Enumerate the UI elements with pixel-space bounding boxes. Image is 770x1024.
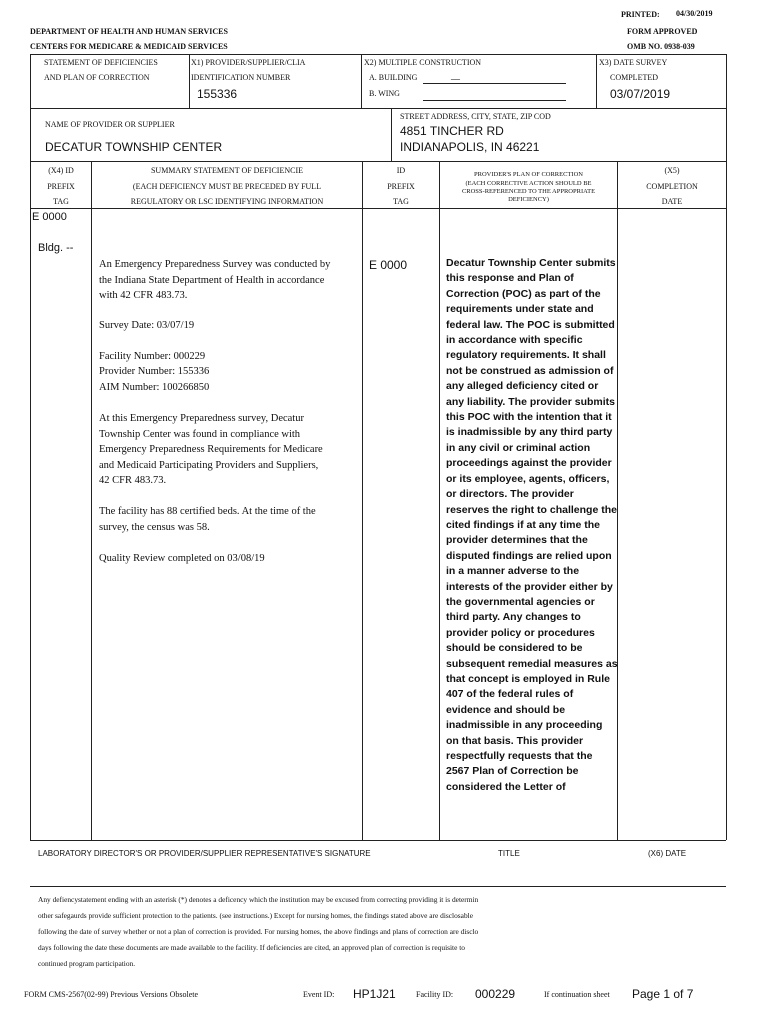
printed-date: 04/30/2019 <box>676 9 713 18</box>
x5-label: (X5) <box>664 166 680 175</box>
wing-line <box>423 100 566 101</box>
rule-top <box>30 54 726 55</box>
x3-label-1: X3) DATE SURVEY <box>599 58 668 67</box>
provider-name-label: NAME OF PROVIDER OR SUPPLIER <box>45 120 175 129</box>
provider-number-line: Provider Number: 155336 <box>99 366 210 377</box>
x3-label-2: COMPLETED <box>610 73 658 82</box>
title-label: TITLE <box>498 849 520 858</box>
facility-id: 000229 <box>475 987 516 1001</box>
facility-id-label: Facility ID: <box>416 990 454 999</box>
page-number: Page 1 of 7 <box>632 987 694 1001</box>
plan-label-4: DEFICIENCY) <box>508 196 549 203</box>
divider-x1 <box>189 54 190 108</box>
disclaimer-line-4: days following the date these documents are made available to the facility. If deficiencies are cited, an approved plan of correction is requisite to <box>38 943 465 952</box>
building-line <box>423 83 566 84</box>
divider-prefix-left <box>91 161 92 840</box>
rule-provider <box>30 108 726 109</box>
address-line-2: INDIANAPOLIS, IN 46221 <box>400 140 540 154</box>
paragraph-survey-intro: An Emergency Preparedness Survey was conducted by the Indiana State Department of Health in accordance with 42 CFR 483.73. <box>99 259 331 301</box>
plan-label-1: PROVIDER'S PLAN OF CORRECTION <box>474 171 583 178</box>
x4-tag-label: TAG <box>53 197 69 206</box>
plan-label-3: CROSS-REFERENCED TO THE APPROPRIATE <box>461 188 596 195</box>
x1-label-2: IDENTIFICATION NUMBER <box>191 73 291 82</box>
tag-left: E 0000 <box>32 211 67 223</box>
form-number: FORM CMS-2567(02-99) Previous Versions Obsolete <box>24 990 199 999</box>
disclaimer-line-3: following the date of survey whether or not a plan of correction is provided. For nursing homes, the above findings and plans of correction are disclo <box>38 927 479 936</box>
building-label: A. BUILDING <box>369 73 418 82</box>
disclaimer-line-1: Any defiencystatement ending with an asterisk (*) denotes a deficency which the institution may be excused from correcting providing it is determin <box>38 895 479 904</box>
divider-x3 <box>596 54 597 108</box>
omb-number: OMB NO. 0938-039 <box>627 42 695 51</box>
plan-label-2: (EACH CORRECTIVE ACTION SHOULD BE <box>465 180 592 187</box>
id-tag-label: TAG <box>393 197 409 206</box>
rule-disclaimer <box>30 886 726 887</box>
summary-label-3: REGULATORY OR LSC IDENTIFYING INFORMATION <box>130 197 324 206</box>
rule-columns <box>30 161 726 162</box>
event-id: HP1J21 <box>353 987 396 1001</box>
completion-label: COMPLETION <box>646 182 698 191</box>
summary-label-2: (EACH DEFICIENCY MUST BE PRECEDED BY FULL <box>132 182 322 191</box>
x4-id-label: (X4) ID <box>48 166 74 175</box>
paragraph-compliance: At this Emergency Preparedness survey, Decatur Township Center was found in compliance with Emergency Preparedness Requirements for Medicare and Medicaid Participating Providers and Suppliers, 42 CFR 483.73. <box>99 413 323 486</box>
paragraph-census: The facility has 88 certified beds. At the time of the survey, the census was 58. <box>99 506 316 533</box>
border-right <box>726 54 727 840</box>
divider-summary <box>362 161 363 840</box>
survey-date-line: Survey Date: 03/07/19 <box>99 320 195 331</box>
quality-review-line: Quality Review completed on 03/08/19 <box>99 553 265 564</box>
wing-label: B. WING <box>369 89 400 98</box>
signature-label: LABORATORY DIRECTOR'S OR PROVIDER/SUPPLIER REPRESENTATIVE'S SIGNATURE <box>38 849 371 858</box>
signature-date-label: (X6) DATE <box>648 849 687 858</box>
x1-label-1: X1) PROVIDER/SUPPLIER/CLIA <box>191 58 306 67</box>
form-approved: FORM APPROVED <box>627 27 698 36</box>
summary-label-1: SUMMARY STATEMENT OF DEFICIENCIE <box>150 166 304 175</box>
plan-of-correction-text: Decatur Township Center submits this response and Plan of Correction (POC) as part of the requirements under state and federal law. The POC is submitted in accordance with specific regulatory requirements. It shall not be construed as admission of any alleged deficiency cited or any liability. The provider submits this POC with the intention that it is inadmissible by any third party in any civil or criminal action proceedings against the provider or its employee, agents, officers, or directors. The provider reserves the right to challenge the cited findings if at any time the provider determines that the disputed findings are relied upon in a manner adverse to the interests of the provider either by the governmental agencies or third party. Any changes to provider policy or procedures should be considered to be subsequent remedial measures as that concept is employed in Rule 407 of the federal rules of evidence and should be inadmissible in any proceeding on that basis. This provider respectfully requests that the 2567 Plan of Correction be considered the Letter of <box>446 257 618 793</box>
survey-completed-date: 03/07/2019 <box>610 87 671 101</box>
date-label: DATE <box>661 197 683 206</box>
x4-prefix-label: PREFIX <box>47 182 75 191</box>
department-title: DEPARTMENT OF HEALTH AND HUMAN SERVICES <box>30 27 228 36</box>
id-label: ID <box>396 166 406 175</box>
disclaimer-line-5: continued program participation. <box>38 959 136 968</box>
divider-address <box>391 108 392 161</box>
rule-signature <box>30 840 726 841</box>
statement-label-2: AND PLAN OF CORRECTION <box>44 73 150 82</box>
divider-x2 <box>361 54 362 108</box>
facility-number-line: Facility Number: 000229 <box>99 351 206 362</box>
tag-right: E 0000 <box>369 258 408 272</box>
divider-prefix-right <box>439 161 440 840</box>
printed-label: PRINTED: <box>621 10 660 19</box>
rule-body <box>30 208 726 209</box>
building-tag: Bldg. -- <box>38 242 74 254</box>
continuation-label: If continuation sheet <box>544 990 610 999</box>
disclaimer-line-2: other safegaurds provide sufficient protection to the patients. (see instructions.) Except for nursing homes, the findings stated above are disclosable <box>38 911 473 920</box>
address-label: STREET ADDRESS, CITY, STATE, ZIP COD <box>400 112 551 121</box>
cms-title: CENTERS FOR MEDICARE & MEDICAID SERVICES <box>30 42 228 51</box>
provider-name: DECATUR TOWNSHIP CENTER <box>45 140 223 154</box>
building-value: __ <box>451 71 460 80</box>
id-prefix-label: PREFIX <box>387 182 415 191</box>
provider-id-number: 155336 <box>197 87 238 101</box>
aim-number-line: AIM Number: 100266850 <box>99 382 210 393</box>
event-id-label: Event ID: <box>303 990 335 999</box>
statement-label-1: STATEMENT OF DEFICIENCIES <box>44 58 158 67</box>
address-line-1: 4851 TINCHER RD <box>400 124 504 138</box>
x2-label: X2) MULTIPLE CONSTRUCTION <box>364 58 482 67</box>
